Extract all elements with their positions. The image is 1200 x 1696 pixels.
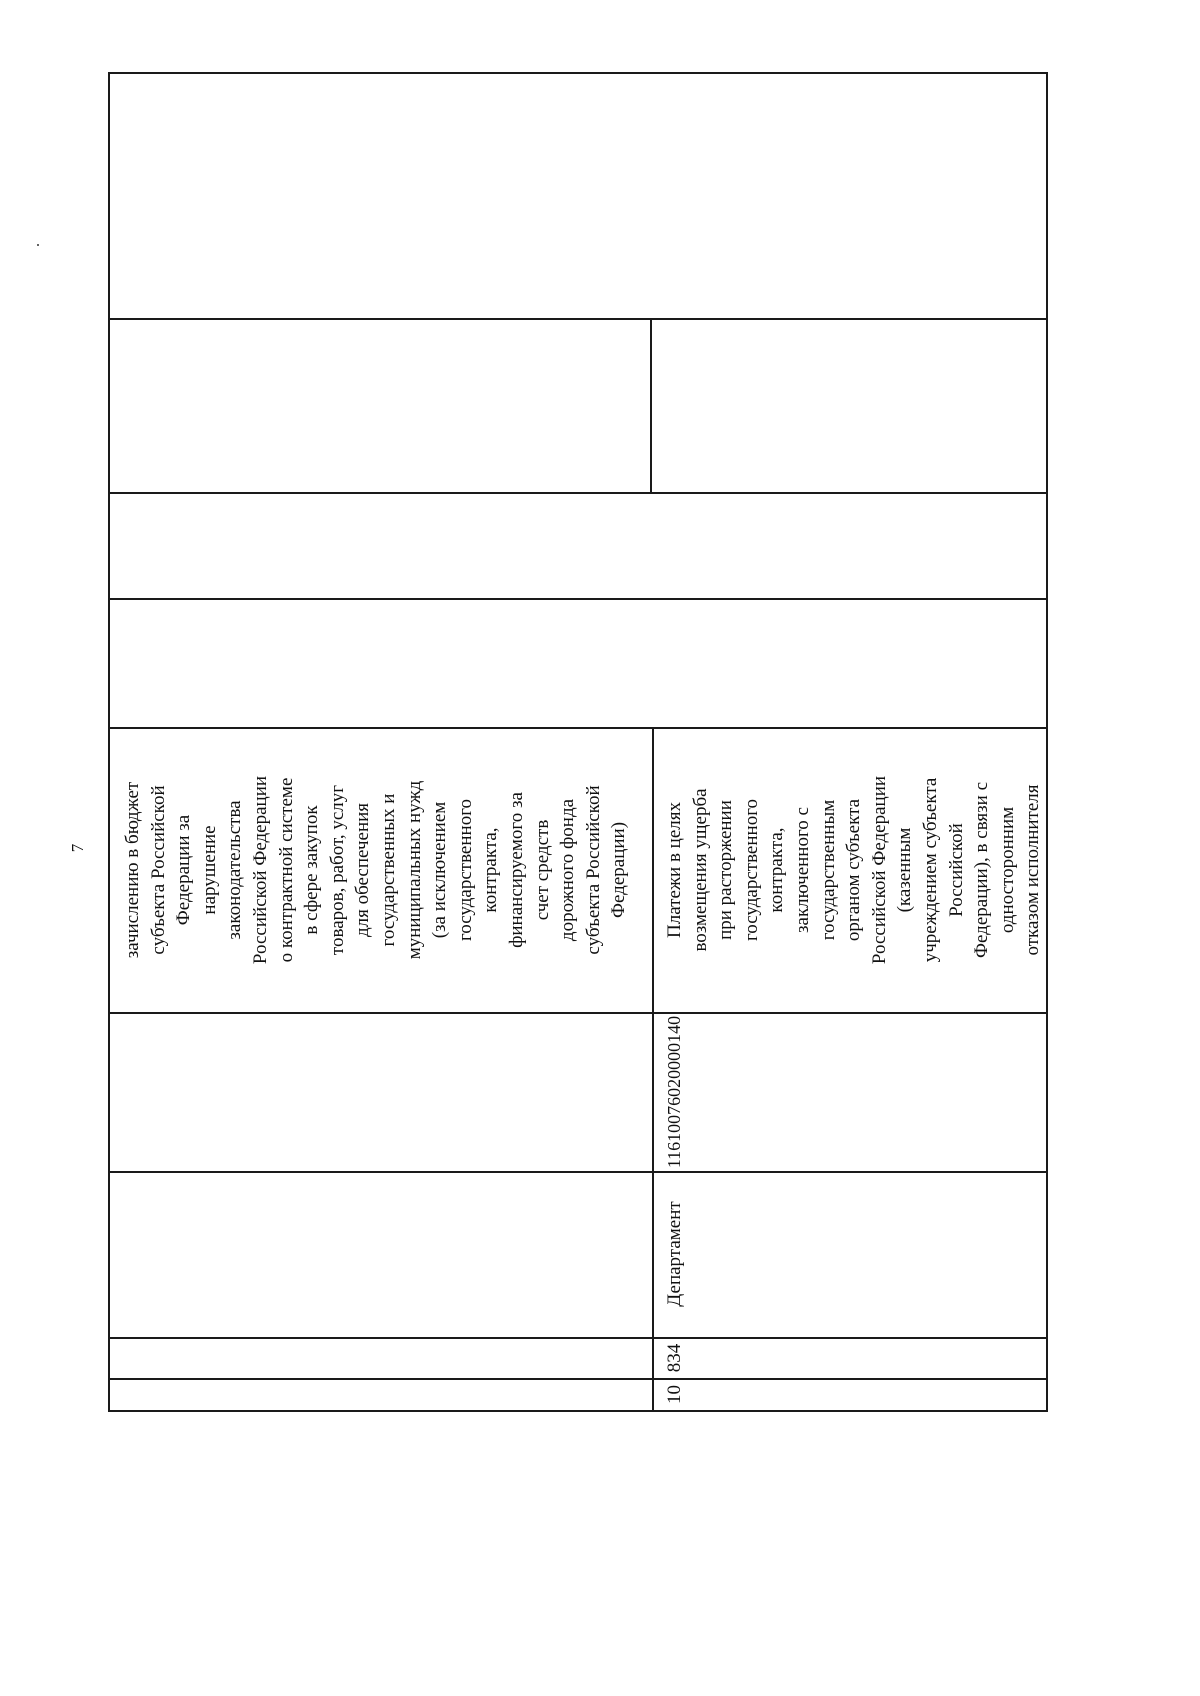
row-10-line: государственного: [740, 798, 762, 942]
table-border-bottom: [108, 1410, 1048, 1412]
row-line-5: [108, 1012, 1048, 1014]
row-10-description-cell: [654, 729, 1046, 1011]
row-10-admin-code-cell: [654, 1339, 698, 1377]
row-10-line: возмещения ущерба: [689, 788, 711, 952]
row-10-line: государственным: [817, 799, 839, 941]
row-10-kbk-cell: [654, 1014, 698, 1170]
continuation-line: нарушение: [198, 825, 220, 915]
col-line-upper: [650, 318, 652, 493]
table-border-top: [108, 72, 1048, 74]
continuation-line: для обеспечения: [352, 802, 374, 938]
row-10-line: Федерации), в связи с: [971, 781, 993, 959]
row-10-line: заключенного с: [791, 807, 813, 933]
continuation-line: о контрактной системе: [275, 777, 297, 963]
continuation-line: товаров, работ, услуг: [326, 784, 348, 956]
continuation-line: счет средств: [531, 819, 553, 921]
row-10-line: органом субъекта: [843, 798, 865, 942]
row-10-line: контракта,: [766, 827, 788, 913]
continuation-line: Федерации за: [173, 814, 195, 926]
row-10-line: отказом исполнителя: [1022, 784, 1044, 956]
row-line-6: [108, 1171, 1048, 1173]
row-10-number: 10: [664, 1385, 685, 1404]
continuation-line: государственного: [454, 798, 476, 942]
continuation-line: Федерации): [608, 821, 630, 919]
continuation-line: субъекта Российской: [582, 785, 604, 955]
row-10-description: [662, 729, 1046, 1011]
table-border-right: [1046, 72, 1048, 1412]
continuation-line: контракта,: [480, 827, 502, 913]
continuation-line: субъекта Российской: [147, 785, 169, 955]
continuation-line: (за исключением: [429, 801, 451, 939]
row-line-7: [108, 1337, 1048, 1339]
continuation-description-cell: [110, 729, 650, 1011]
row-10-line: учреждением субъекта: [919, 777, 941, 963]
continuation-description: [120, 729, 650, 1011]
row-10-line: (казенным: [894, 827, 916, 913]
scan-speck: [37, 244, 39, 246]
continuation-line: финансируемого за: [505, 792, 527, 948]
row-10-line: односторонним: [996, 806, 1018, 934]
continuation-line: в сфере закупок: [301, 805, 323, 935]
row-10-line: Российской: [945, 823, 967, 917]
row-line-1: [108, 318, 1048, 320]
row-10-admin-name-cell: [654, 1173, 698, 1335]
row-line-8: [108, 1378, 1048, 1380]
row-10-admin-name: Департамент: [664, 1201, 685, 1307]
continuation-line: муниципальных нужд: [403, 780, 425, 960]
continuation-line: зачислению в бюджет: [122, 781, 143, 959]
row-10-line: Платежи в целях: [664, 802, 685, 938]
continuation-line: Российской Федерации: [249, 775, 271, 965]
page-number: 7: [68, 843, 87, 853]
row-10-number-cell: [654, 1379, 698, 1410]
continuation-line: законодательства: [224, 800, 246, 940]
row-10-line: при расторжении: [715, 800, 737, 940]
row-line-2: [108, 492, 1048, 494]
row-10-kbk: 11610076020000140: [664, 1015, 684, 1169]
continuation-line: дорожного фонда: [557, 798, 579, 942]
table-border-left-upper: [108, 72, 110, 320]
continuation-line: государственных и: [377, 793, 399, 947]
row-line-3: [108, 598, 1048, 600]
row-10-admin-code: 834: [664, 1343, 685, 1373]
row-10-line: Российской Федерации: [868, 775, 890, 965]
